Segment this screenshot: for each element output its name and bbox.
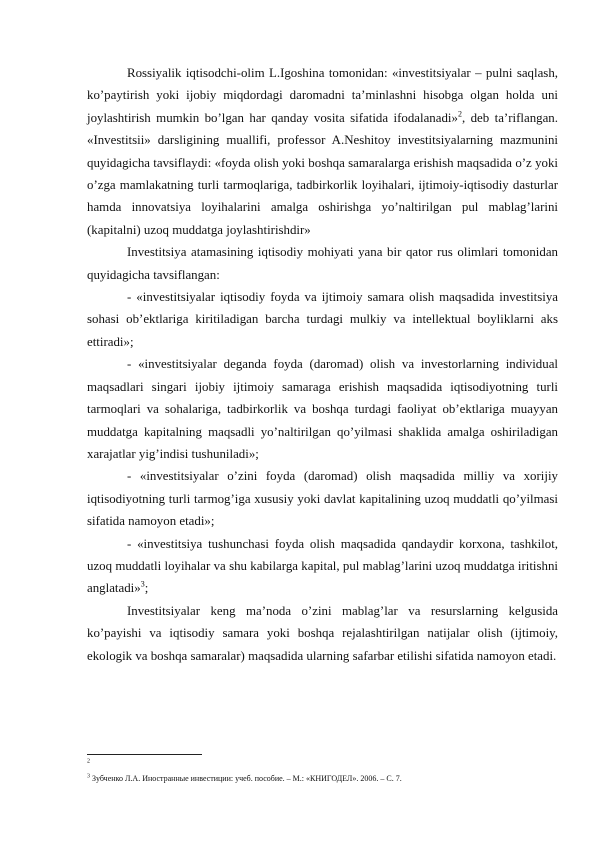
- footnote-divider: [87, 754, 202, 755]
- paragraph-definition-4: [87, 533, 558, 600]
- paragraph-text: ;: [144, 581, 149, 596]
- main-text: [87, 62, 558, 667]
- footnote-mark: 3: [87, 773, 90, 780]
- footnote-mark: 2: [87, 758, 90, 765]
- paragraph-russian-scholars: Investitsiya atamasining iqtisodiy mohiyati yana bir qator rus olimlari tomonidan quyidagicha tavsiflangan:: [87, 245, 558, 282]
- paragraph-definition-1: - «investitsiyalar iqtisodiy foyda va ijtimoiy samara olish maqsadida investitsiya sohasi ob’ektlariga kiritiladigan barcha turdagi mulkiy va intellektual boyliklarni aks ettiradi»;: [87, 290, 558, 349]
- footnote-2: [87, 756, 558, 771]
- footnotes: [87, 756, 558, 786]
- paragraph-definition-3: - «investitsiyalar o’zini foyda (daromad) olish maqsadida milliy va xorijiy iqtisodiyotning turli tarmog’iga xususiy yoki davlat kapitalining uzoq muddatli qo’yilmasi sifatida namoyon etadi»;: [87, 469, 558, 529]
- paragraph-igoshina-definition: [87, 62, 558, 241]
- footnote-text: Зубченко Л.А. Иностранные инвестиции: учеб. пособие. – М.: «КНИГОДЕЛ». 2006. – С. 7.: [92, 774, 402, 783]
- paragraph-definition-2: - «investitsiyalar deganda foyda (daromad) olish va investorlarning individual maqsadlari singari ijobiy ijtimoiy samaraga erishish maqsadida iqtisodiyotning turli tarmoqlari va sohalariga, tadbirkorlik va boshqa turdagi faoliyat ob’ektlariga muayyan muddatga kapitalning maqsadli yo’naltirilgan qo’yilmasi shaklida amalga oshiriladigan xarajatlar yig’indisi tushuniladi»;: [87, 357, 558, 461]
- footnote-ref[interactable]: 3: [140, 580, 145, 590]
- paragraph-text: , deb ta’riflangan. «Investitsii» darsligining muallifi, professor A.Neshitoy investitsiyalarning mazmunini quyidagicha tavsiflaydi: «foyda olish yoki boshqa samaralarga erishish maqsadida o’z yoki o’zga mamlakatning turli tarmoqlariga, tadbirkorlik loyihalari, ijtimoiy-iqtisodiy dasturlar hamda innovatsiya loyihalarini amalga oshirishga yo’naltirilgan pul mablag’larini (kapitalni) uzoq muddatga joylashtirishdir»: [87, 110, 558, 237]
- footnote-ref[interactable]: 2: [457, 109, 462, 119]
- paragraph-text: - «investitsiya tushunchasi foyda olish maqsadida qandaydir korxona, tashkilot, uzoq muddatli loyihalar va shu kabilarga kapital, pul mablag’larini uzoq muddatga iritishni anglatadi»: [87, 536, 558, 596]
- paragraph-broad-meaning: Investitsiyalar keng ma’noda o’zini mablag’lar va resurslarning kelgusida ko’payishi va iqtisodiy samara yoki boshqa rejalashtirilgan natijalar olish (ijtimoiy, ekologik va boshqa samaralar) maqsadida ularning safarbar etilishi sifatida namoyon etadi.: [87, 603, 558, 663]
- paragraph-text: Rossiyalik iqtisodchi-olim L.Igoshina tomonidan: «investitsiyalar – pulni saqlash, ko’paytirish yoki ijobiy miqdordagi daromadni ta’minlashni hisobga olgan holda uni joylashtirish mumkin bo’lgan har qanday vosita sifatida ifodalanadi»: [87, 66, 558, 125]
- footnote-3: [87, 771, 558, 786]
